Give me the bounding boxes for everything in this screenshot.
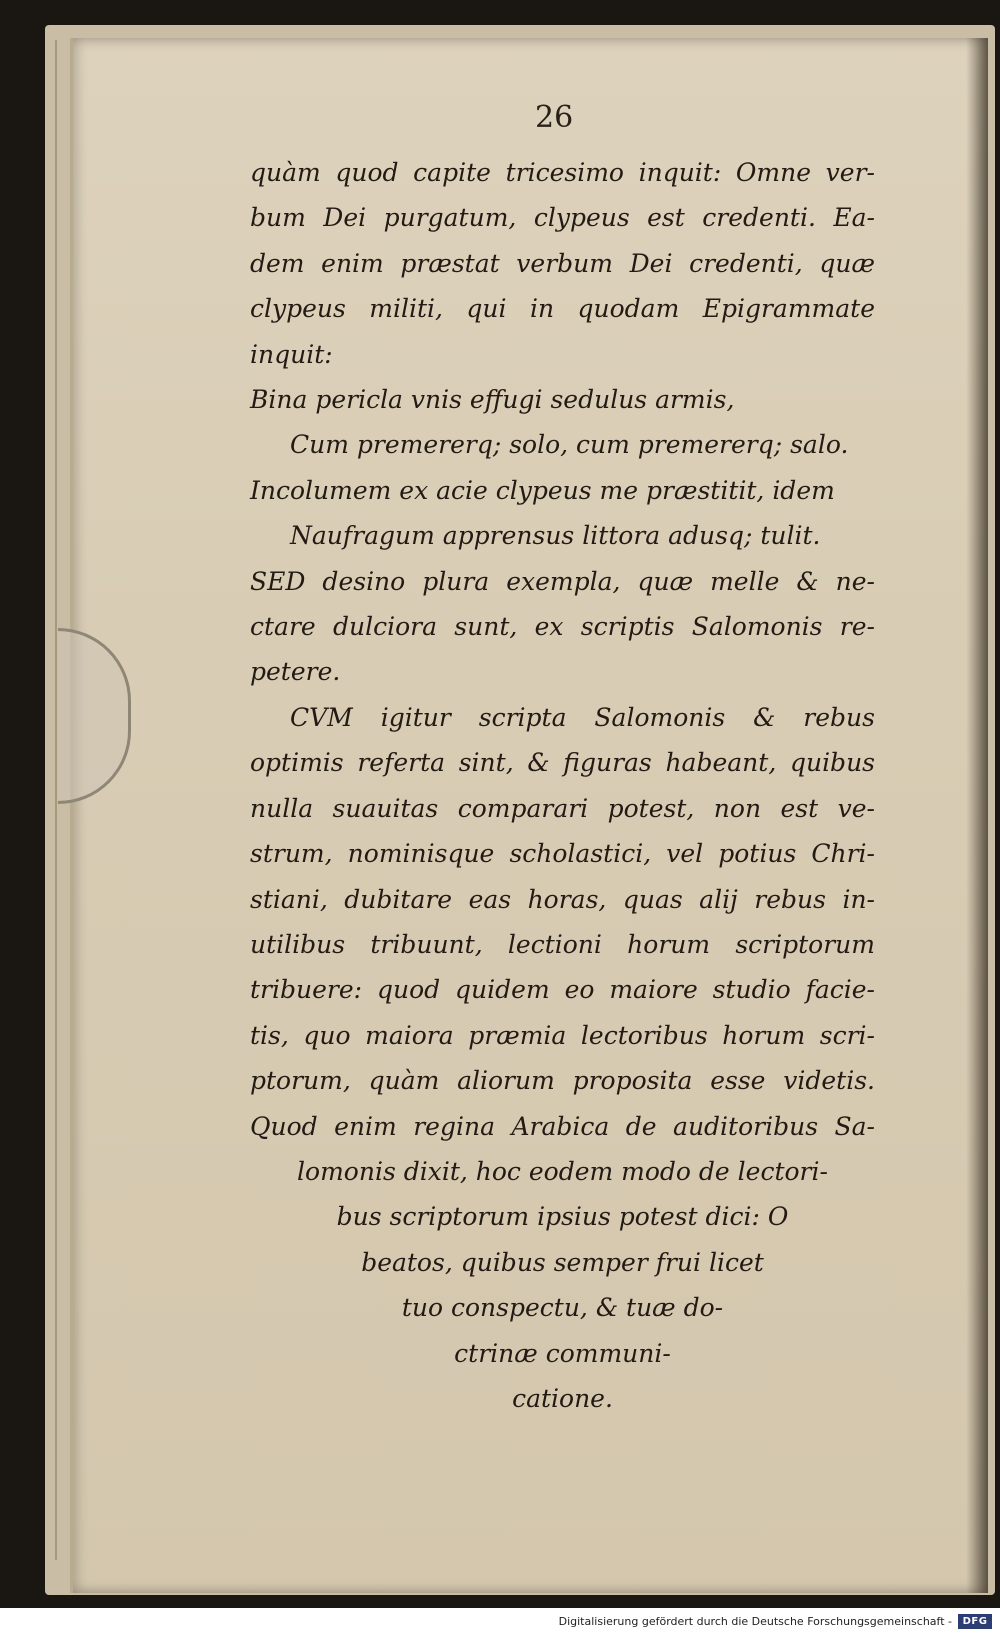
text-line: petere.	[250, 657, 341, 687]
text-line: ctare dulciora sunt, ex scriptis Salomonis re-	[250, 612, 875, 642]
gutter-shadow	[966, 38, 988, 1593]
text-line: bum Dei purgatum, clypeus est credenti. Ea-	[250, 203, 875, 233]
text-line: dem enim præstat verbum Dei credenti, quæ	[250, 248, 875, 278]
text-line: inquit:	[250, 339, 333, 369]
text-line: strum, nominisque scholastici, vel potius Chri-	[250, 839, 875, 869]
footer-bar	[0, 1608, 1000, 1639]
text-line: ptorum, quàm aliorum proposita esse videtis.	[250, 1066, 875, 1096]
tail-line: beatos, quibus semper frui licet	[361, 1247, 764, 1277]
text-line: tis, quo maiora præmia lectoribus horum scri-	[250, 1020, 875, 1050]
page-number: 26	[535, 100, 574, 135]
funding-credit: Digitalisierung gefördert durch die Deutsche Forschungsgemeinschaft -	[558, 1615, 952, 1628]
tail-line: bus scriptorum ipsius potest dici: O	[336, 1202, 789, 1232]
dfg-logo: DFG	[958, 1614, 992, 1629]
text-line: clypeus militi, qui in quodam Epigrammate	[250, 294, 875, 324]
text-line: nulla suauitas comparari potest, non est ve-	[250, 793, 875, 823]
tail-line: lomonis dixit, hoc eodem modo de lectori-	[297, 1156, 828, 1186]
text-line: stiani, dubitare eas horas, quas alij rebus in-	[250, 884, 875, 914]
tail-line: catione.	[512, 1383, 613, 1413]
text-line: CVM igitur scripta Salomonis & rebus	[290, 702, 875, 732]
tail-line: ctrinæ communi-	[454, 1338, 671, 1368]
verse-line: Cum premererq; solo, cum premererq; salo.	[290, 430, 849, 460]
verse-line: Incolumem ex acie clypeus me præstitit, idem	[250, 475, 835, 505]
tail-line: tuo conspectu, & tuæ do-	[401, 1293, 724, 1323]
page-text	[250, 150, 875, 1421]
text-line: quàm quod capite tricesimo inquit: Omne ver-	[250, 158, 875, 187]
page-edge-line	[55, 40, 57, 1560]
text-line: utilibus tribuunt, lectioni horum scriptorum	[250, 929, 875, 959]
text-line: SED desino plura exempla, quæ melle & ne-	[250, 566, 875, 596]
text-line: tribuere: quod quidem eo maiore studio facie-	[250, 975, 875, 1005]
verse-line: Bina pericla vnis effugi sedulus armis,	[250, 385, 735, 415]
text-line: optimis referta sint, & figuras habeant, quibus	[250, 748, 875, 778]
text-line: Quod enim regina Arabica de auditoribus Sa-	[250, 1111, 875, 1141]
verse-line: Naufragum apprensus littora adusq; tulit.	[290, 521, 821, 551]
